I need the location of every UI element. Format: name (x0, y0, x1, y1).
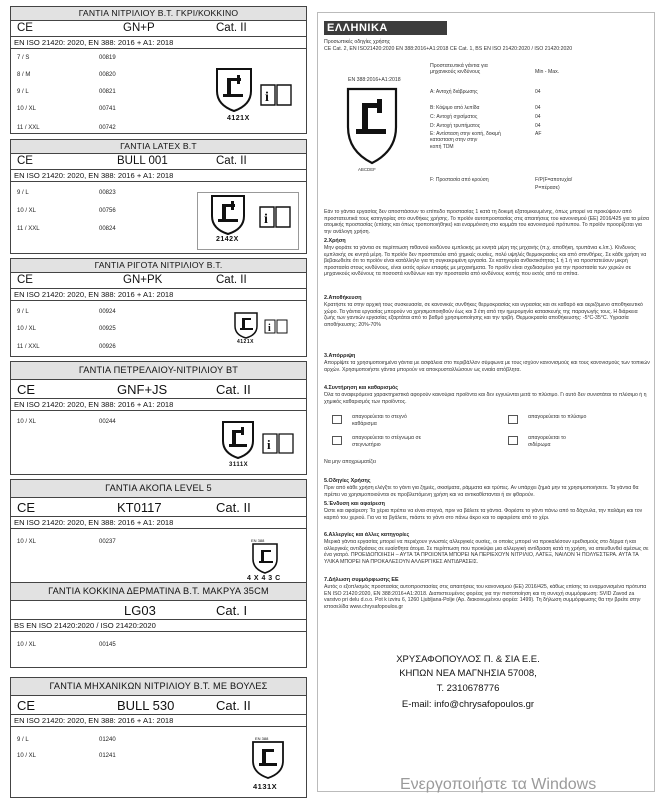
size-row: 8 / M 00820 (17, 72, 116, 78)
pictogram-code: 4121X (237, 339, 254, 345)
category: Cat. II (216, 382, 251, 397)
size-row: 9 / L 00821 (17, 89, 116, 95)
product-header-row (11, 21, 306, 37)
pictogram-code: ABCDEF (358, 167, 376, 172)
product-header-row (11, 498, 306, 517)
perf-value: F/P(F=αποτυχία/ (535, 177, 573, 183)
category: Cat. II (216, 155, 247, 167)
standard-line: BS EN ISO 21420:2020 / ISO 21420:2020 (11, 620, 306, 632)
product-title: ΓΑΝΤΙΑ ΚΟΚΚΙΝΑ ΔΕΡΜΑΤΙΝΑ Β.Τ. ΜΑΚΡΥΑ 35CM (11, 583, 306, 601)
section-body: Πριν από κάθε χρήση ελέγξτε το γάντι για ζημιές, σκισίματα, ράμματα και τρύπες. Αν υπάρχει ζημιά μην τα χρησιμοποιήσετε. Τα γάντια θα πρέπει να χρησιμοποιούνται σε προβλεπόμενη χρήση και να αντικαθίστανται ή αν φθαρούν. (324, 485, 639, 498)
svg-text:i: i (265, 90, 269, 105)
hammer-shield-icon (229, 311, 295, 339)
no-tumble-dry-icon (332, 436, 342, 445)
standard-line: EN ISO 21420: 2020, EN 388: 2016 + A1: 2018 (11, 517, 306, 529)
section-heading: 4.Συντήρηση και καθαρισμός (324, 385, 399, 391)
size-row: 11 / XXL 00926 (17, 344, 116, 350)
product-header-row (11, 601, 306, 620)
perf-label: κατασταση στην στην (430, 137, 478, 143)
product-title: ΓΑΝΤΙΑ ΑΚΟΠΑ LEVEL 5 (11, 480, 306, 498)
hammer-shield-icon (243, 543, 301, 575)
perf-label: κοπή TDM (430, 144, 454, 150)
hammer-shield-icon (207, 65, 299, 113)
product-card-gn-pk (10, 258, 307, 357)
hammer-shield-icon (198, 193, 298, 235)
perf-label: Β: Κόψιμο από λεπίδα (430, 105, 480, 111)
pictogram-group (197, 192, 299, 250)
perf-value: 04 (535, 105, 541, 111)
intro-paragraph: Εάν το γάντια εργασίας δεν αποσπάσουν το επίπεδο προστασίας 1 κατά τη δοκιμή εξατομικευμένης, όπως μπορεί να προκύψουν από προστατευτικά τους κατηγορίας στο συνθήκες χρήσης. Το προϊόν αυτοπροστασίας στις απαιτήσεις του κανονισμού (ΕΕ) 2016/425 για τα μέσα ατομικής προστασίας (επίσης και όπως τροποποιήθηκε) και εναρμόνιση στο κομμάτι του κανονισμού πρότυπου. Το προϊόν προορίζεται για την ανάλογη χρήση. (324, 209, 649, 235)
category: Cat. II (216, 22, 247, 34)
windows-activation-watermark: Ενεργοποιήστε τα Windows (400, 776, 597, 793)
pictogram-standard: EN 388 (251, 538, 265, 543)
product-header-row (11, 273, 306, 289)
size-row: 9 / L 00924 (17, 309, 116, 315)
hammer-shield-icon (344, 87, 400, 165)
size-row: 10 / XL 00145 (17, 642, 116, 648)
svg-text:i: i (268, 323, 271, 334)
care-label: απαγορεύεται το στέγνωμα σε στεγνωτήριο (352, 435, 422, 448)
model-code: KT0117 (117, 500, 162, 515)
perf-value: 04 (535, 89, 541, 95)
standard-line: EN ISO 21420: 2020, EN 388: 2016 + A1: 2018 (11, 37, 306, 49)
intro-line-2: CE Cat. 2, EN ISO21420:2020 EN 388:2016+A1:2018 CE Cat. 1, BS EN ISO 21420:2020 / ISO 21420:2020 (324, 46, 573, 52)
ce-mark: CE (17, 382, 36, 397)
pictogram-standard: EN 388 (255, 736, 269, 741)
product-title: ΓΑΝΤΙΑ ΠΕΤΡΕΛΑΙΟΥ-ΝΙΤΡΙΛΙΟΥ ΒΤ (11, 362, 306, 380)
model-code: GN+PK (123, 274, 163, 286)
instructions-leaflet (317, 12, 655, 792)
size-row: 9 / L 01240 (17, 737, 116, 743)
hammer-shield-icon (219, 420, 301, 460)
product-header-row (11, 696, 306, 715)
svg-text:i: i (267, 437, 271, 452)
size-row: 11 / XXL 00824 (17, 226, 116, 232)
ce-mark: CE (17, 274, 33, 286)
product-card-lg03 (10, 582, 307, 668)
perf-label: C: Αντοχή σχισίματος (430, 114, 478, 120)
size-row: 10 / XL 00741 (17, 106, 116, 112)
company-address: ΚΗΠΩΝ ΝΕΑ ΜΑΓΝΗΣΙΑ 57008, (399, 668, 537, 679)
hammer-shield-icon (243, 741, 303, 781)
pictogram-code: 4131X (253, 782, 278, 791)
no-wash-icon (508, 415, 518, 424)
table-heading-2: μηχανικούς κινδύνους (430, 69, 481, 75)
standard-label: EN 388:2016+A1:2018 (348, 77, 401, 83)
size-row: 11 / XXL 00742 (17, 125, 116, 131)
section-body: Μερικά γάντια εργασίας μπορεί να περιέχουν γνωστές αλλεργικές ουσίες, οι οποίες μπορεί να προκαλέσουν ερεθισμούς στο δέρμα ή και αλλεργικές αντιδράσεις σε ευαίσθητα άτομα. Σε περίπτωση που προκύψει μια αλλεργική αντίδραση κατά τη χρήση, να απευθυνθεί αμέσως σε ένα γιατρό. ΠΡΟΕΙΔΟΠΟΙΗΣΗ – ΑΥΤΑ ΤΑ ΠΡΟΙΟΝΤΑ ΜΠΟΡΕΙ ΝΑ ΠΕΡΙΕΧΟΥΝ ΝΙΤΡΙΛΙΟ, ΛΑΤΕΞ, ΝΑΙΛΟΝ Ή ΠΟΛΥΕΣΤΕΡΑ. ΑΥΤΑ ΤΑ ΥΛΙΚΑ ΜΠΟΡΕΙ ΝΑ ΠΡΟΚΑΛΕΣΟΥΝ ΑΛΛΕΡΓΙΚΕΣ ΑΝΤΙΔΡΑΣΕΙΣ. (324, 539, 649, 565)
company-phone: Τ. 2310678776 (436, 683, 500, 694)
pictogram-group (219, 420, 301, 472)
section-heading: 6.Αλλεργίες και άλλες κατηγορίες (324, 532, 410, 538)
section-heading: 2.Αποθήκευση (324, 295, 362, 301)
perf-label: E: Αντίσταση στην κοπή, δοκιμή (430, 131, 501, 137)
no-iron-icon (508, 436, 518, 445)
section-body: Κρατήστε τα στην αρχική τους συσκευασία, σε κανονικές συνθήκες θερμοκρασίας και υγρασίας και σε καθαρό και αεριζόμενο αποθηκευτικό χώρο. Τα γάντια εργασίας μπορούν να χρησιμοποιηθούν έως και 3 έτη από την ημερομηνία κατασκευής της παραγωγής τους. Η διάρκεια ζωής των γαντιών εργασίας εξαρτάται από το βαθμό χρησιμοποίησης και την τριβή. Θερμοκρασία αποθήκευσης: -5°C-35°C. Υγρασία αποθήκευσης: 20%-70% (324, 302, 643, 328)
size-row: 10 / XL 00237 (17, 539, 116, 545)
pictogram-group (207, 65, 299, 129)
language-heading: ΕΛΛΗΝΙΚΑ (324, 21, 447, 35)
pictogram-group (229, 311, 295, 349)
section-body: Μην φοράτε τα γάντια σε περίπτωση πιθανού κινδύνου εμπλοκής με κινητά μέρη της μηχανής (π.χ. αποθήκη, τρυπάνια κ.λπ.). Κίνδυνος εμπλοκής σε κινητά μέρη. Τα προϊόν δεν προστατεύει από χημικές ουσίες, πολύ υψηλές θερμοκρασίες και από σπινθήρες. Σε κάθε χρήση να βεβαιωθείτε ότι το προϊόν είναι κατάλληλο για τη συγκεκριμένη εργασία. Σε κατηγορία ανθεκτικότητας 1 ή 1 ή να προστατεύουν μικρή προστασία στους κινδύνους, είναι εκτός ορίων επαφής με μηχανήματα. Το προϊόν είναι σχεδιασμένο για την προστασία των χεριών σε μηχανικούς κινδύνους τα ποσοστά κινδύνων και την προστασία από κινδύνους κοπής που εκτός από τα σπίτια. (324, 245, 647, 278)
product-header-row (11, 154, 306, 170)
product-title: ΓΑΝΤΙΑ ΝΙΤΡΙΛΙΟΥ Β.Τ. ΓΚΡΙ/ΚΟΚΚΙΝΟ (11, 7, 306, 21)
model-code: LG03 (124, 603, 156, 618)
table-heading-1: Προστατευτικά γάντια για (430, 63, 488, 69)
perf-label: Α: Αντοχή διάβρωσης (430, 89, 478, 95)
care-label: απαγορεύεται το πλύσιμο (528, 414, 587, 420)
pictogram-group (243, 736, 303, 794)
no-bleach-text: Να μην αποχρωματίζει (324, 459, 377, 465)
ce-mark: CE (17, 22, 33, 34)
product-card-bull-001 (10, 139, 307, 254)
model-code: GNF+JS (117, 382, 168, 397)
section-body: Αυτός ο εξοπλισμός προστασίας αυτοπροστασίας στις απαιτήσεις του κανονισμού (ΕΕ) 2016/425, κάθως επίσης τα εναρμονισμένα πρότυπα EN ISO 21420:2020, EN 388:2016+A1:2018. Διαπιστευμένος φορέας για την πιστοποίηση και τη συνεχή συμμόρφωση: SVID Zavod za varstvo pri delu d.o.o. Pot k izviru 6, 1260 Ljubljana-Polje (Αρ. διακοινωμένου φορέα: 1499). Τη δήλωση συμμόρφωσης θα την βρείτε στην ιστοσελίδα www.chrysafopoulos.gr (324, 584, 647, 610)
ce-mark: CE (17, 500, 36, 515)
size-row: 7 / S 00819 (17, 55, 116, 61)
size-row: 10 / XL 00756 (17, 208, 116, 214)
standard-line: EN ISO 21420: 2020, EN 388: 2016 + A1: 2018 (11, 170, 306, 182)
perf-value: P=πέρασε) (535, 185, 560, 191)
company-name: ΧΡΥΣΑΦΟΠΟΥΛΟΣ Π. & ΣΙΑ Ε.Ε. (396, 654, 540, 665)
svg-text:i: i (264, 212, 268, 227)
min-max-heading: Min - Max. (535, 69, 560, 75)
standard-line: EN ISO 21420: 2020, EN 388: 2016 + A1: 2018 (11, 289, 306, 301)
pictogram-code: 4 X 4 3 C (247, 575, 281, 582)
perf-value: AF (535, 131, 542, 137)
pictogram-group (243, 538, 301, 584)
ce-mark: CE (17, 698, 36, 713)
section-body: Όλα τα αναφερόμενα χαρακτηριστικά αφορούν καινούρια προϊόντα και δεν εγγυώνται μετά το πλύσιμο. Γι αυτό δεν συνιστάται το πλύσιμο ή η χημικός καθαρισμός των προϊόντος. (324, 392, 647, 405)
company-email: E-mail: info@chrysafopoulos.gr (401, 699, 535, 710)
perf-label: D: Αντοχή τρυπήματος (430, 123, 481, 129)
category: Cat. I (216, 603, 248, 618)
pictogram-code: 3111X (229, 462, 249, 468)
product-card-kt0117 (10, 479, 307, 587)
model-code: BULL 001 (117, 155, 168, 167)
standard-line: EN ISO 21420: 2020, EN 388: 2016 + A1: 2018 (11, 715, 306, 727)
standard-line: EN ISO 21420: 2020, EN 388: 2016 + A1: 2018 (11, 399, 306, 411)
section-heading: 2.Χρήση (324, 238, 346, 244)
product-title: ΓΑΝΤΙΑ LATEX Β.Τ (11, 140, 306, 154)
intro-line-1: Προσωπικές οδηγίες χρήσης (324, 39, 391, 45)
product-card-bull-530 (10, 677, 307, 798)
model-code: BULL 530 (117, 698, 175, 713)
pictogram-code: 2142X (216, 236, 239, 243)
size-row: 9 / L 00823 (17, 190, 116, 196)
product-card-gnf-js (10, 361, 307, 475)
pictogram-code: 4121X (227, 115, 250, 122)
section-body: Απορρίψτε τα χρησιμοποιημένα γάντια με ασφάλεια στο περιβάλλον σύμφωνα με τους ισχύον κανονισμούς και τους κανονισμούς των τοπικών αρχών. Χρησιμοποιήστε γάντια μπορούν να αποκρυσταλλώσουν ως ενιαία απόβλητα. (324, 360, 650, 373)
ce-mark: CE (17, 155, 33, 167)
size-row: 10 / XL 00925 (17, 326, 116, 332)
size-row: 10 / XL 01241 (17, 753, 116, 759)
care-label: απαγορεύεται το στεγνό καθάρισμα (352, 414, 407, 427)
section-heading: 3.Απόρριψη (324, 353, 356, 359)
category: Cat. II (216, 500, 251, 515)
product-title: ΓΑΝΤΙΑ ΜΗΧΑΝΙΚΩΝ ΝΙΤΡΙΛΙΟΥ Β.Τ. ΜΕ ΒΟΥΛΕΣ (11, 678, 306, 696)
section-heading: 7.Δήλωση συμμόρφωσης ΕΕ (324, 577, 399, 583)
section-heading: 5.Ένδυση και αφαίρεση (324, 501, 385, 507)
perf-value: 04 (535, 123, 541, 129)
size-row: 10 / XL 00244 (17, 419, 116, 425)
product-card-gn-p (10, 6, 307, 134)
section-body: Ώστε και αφαίρεση: Τα χέρια πρέπει να είναι στεγνά, πριν να βάλετε τα γάντια. Φορέστε το γάντι πάνω από τα δάχτυλα, την παλάμη και τον καρπό του χεριού. Για να τα βγάλετε, πιάστε το γάντι στο πάνω άκρο και το αφαιρέστε από το χέρι. (324, 508, 643, 521)
product-header-row (11, 380, 306, 399)
perf-label: F: Προστασία από κρούση (430, 177, 489, 183)
care-label: απαγορεύεται το σιδέρωμα (528, 435, 566, 448)
perf-value: 04 (535, 114, 541, 120)
category: Cat. II (216, 274, 247, 286)
no-dry-clean-icon (332, 415, 342, 424)
section-heading: 5.Οδηγίες Χρήσης (324, 478, 371, 484)
product-title: ΓΑΝΤΙΑ ΡΙΓΟΤΑ ΝΙΤΡΙΛΙΟΥ Β.Τ. (11, 259, 306, 273)
category: Cat. II (216, 698, 251, 713)
model-code: GN+P (123, 22, 155, 34)
